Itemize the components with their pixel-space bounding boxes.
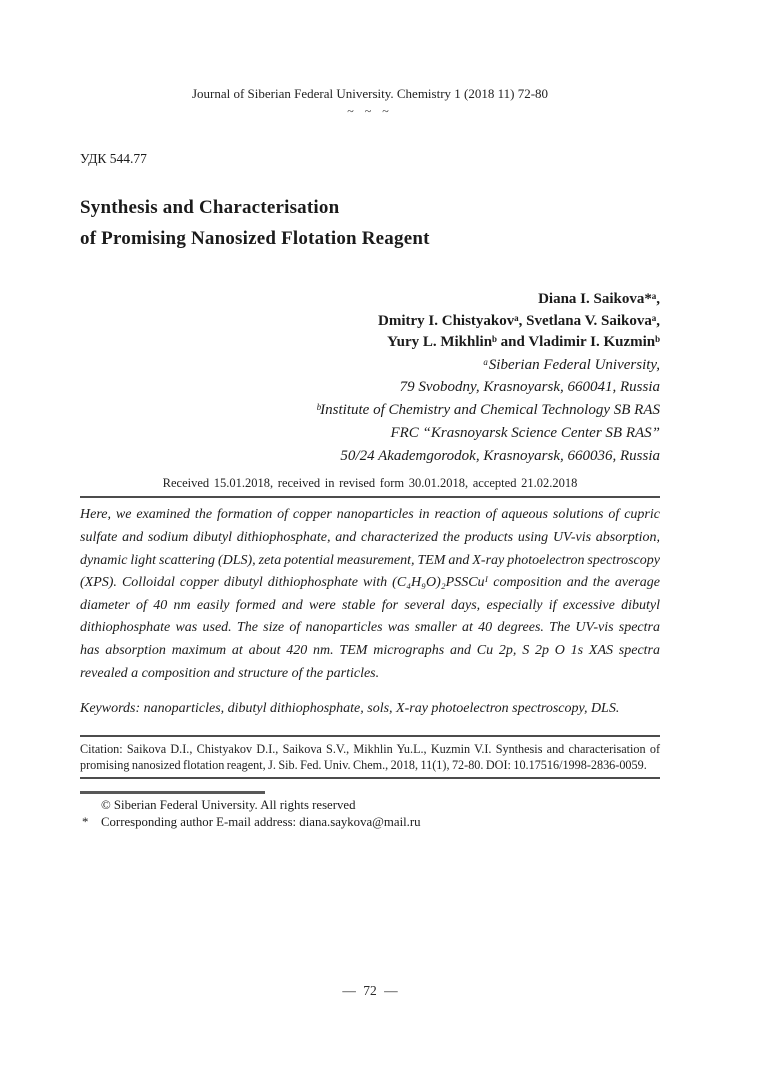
abstract-line: has absorption maximum at about 420 nm. TEM micrographs and Cu 2p, S 2p O 1s XAS spectra bbox=[80, 643, 660, 659]
abstract-line: diameter of 40 nm easily formed and were stable for several days, especially if excessive dibutyl bbox=[80, 597, 660, 613]
paper-title-line1: Synthesis and Characterisation bbox=[80, 197, 340, 218]
author-line: Diana I. Saikova*ᵃ, bbox=[538, 291, 660, 307]
udc-code: УДК 544.77 bbox=[80, 151, 147, 166]
affiliation-line: ᵇInstitute of Chemistry and Chemical Technology SB RAS bbox=[316, 402, 660, 419]
affiliation-list bbox=[80, 354, 660, 468]
abstract-line: (XPS). Colloidal copper dibutyl dithiophosphate with (C₄H₉O)₂PSSCuᴵ composition and the average bbox=[80, 575, 660, 591]
keywords-line: Keywords: nanoparticles, dibutyl dithiophosphate, sols, X-ray photoelectron spectroscopy, DLS. bbox=[80, 701, 620, 717]
copyright-note: © Siberian Federal University. All rights reserved bbox=[101, 798, 356, 813]
received-dates: Received 15.01.2018, received in revised form 30.01.2018, accepted 21.02.2018 bbox=[162, 476, 578, 491]
affiliation-line: 50/24 Akademgorodok, Krasnoyarsk, 660036, Russia bbox=[340, 447, 660, 464]
paper-title bbox=[80, 192, 660, 254]
abstract-line: sulfate and sodium dibutyl dithiophosphate, and characterized the products using UV-vis absorption, bbox=[80, 530, 660, 546]
affiliation-line: 79 Svobodny, Krasnoyarsk, 660041, Russia bbox=[399, 379, 660, 396]
citation-line: promising nanosized flotation reagent, J. Sib. Fed. Univ. Chem., 2018, 11(1), 72-80. DOI: 10.17516/1998-2836-0059. bbox=[80, 757, 647, 772]
journal-header: Journal of Siberian Federal University. Chemistry 1 (2018 11) 72-80 bbox=[191, 86, 549, 101]
affiliation-line: ᵃSiberian Federal University, bbox=[482, 356, 660, 373]
abstract-text bbox=[80, 504, 660, 685]
author-list bbox=[80, 289, 660, 354]
abstract-line: Here, we examined the formation of copper nanoparticles in reaction of aqueous solutions of cupric bbox=[80, 507, 660, 523]
citation-line: Citation: Saikova D.I., Chistyakov D.I., Saikova S.V., Mikhlin Yu.L., Kuzmin V.I. Synthesis and characterisation of bbox=[80, 742, 660, 757]
author-line: Dmitry I. Chistyakovᵃ, Svetlana V. Saikovaᵃ, bbox=[378, 312, 660, 329]
citation-block bbox=[80, 742, 660, 773]
abstract-line: dynamic light scattering (DLS), zeta potential measurement, TEM and X-ray photoelectron spectroscopy bbox=[80, 552, 660, 568]
tilde-ornament: ~ ~ ~ bbox=[347, 104, 393, 118]
abstract-line: dithiophosphate was used. The size of nanoparticles was smaller at 40 degrees. The UV-vis spectra bbox=[80, 620, 660, 636]
divider-citation-top bbox=[80, 735, 660, 737]
affiliation-line: FRC “Krasnoyarsk Science Center SB RAS” bbox=[390, 424, 660, 441]
footnote-asterisk: * bbox=[82, 814, 89, 829]
divider-top bbox=[80, 496, 660, 498]
footnotes bbox=[80, 797, 660, 830]
page-number: — 72 — bbox=[342, 983, 398, 998]
footnote-rule bbox=[80, 791, 265, 794]
divider-citation-bottom bbox=[80, 777, 660, 779]
author-line: Yury L. Mikhlinᵇ and Vladimir I. Kuzminᵇ bbox=[387, 334, 660, 350]
paper-title-line2: of Promising Nanosized Flotation Reagent bbox=[80, 228, 430, 249]
abstract-line: revealed a composition and structure of the particles. bbox=[80, 665, 380, 681]
article-page bbox=[80, 0, 660, 830]
corresponding-author-note: Corresponding author E-mail address: diana.saykova@mail.ru bbox=[101, 814, 421, 829]
